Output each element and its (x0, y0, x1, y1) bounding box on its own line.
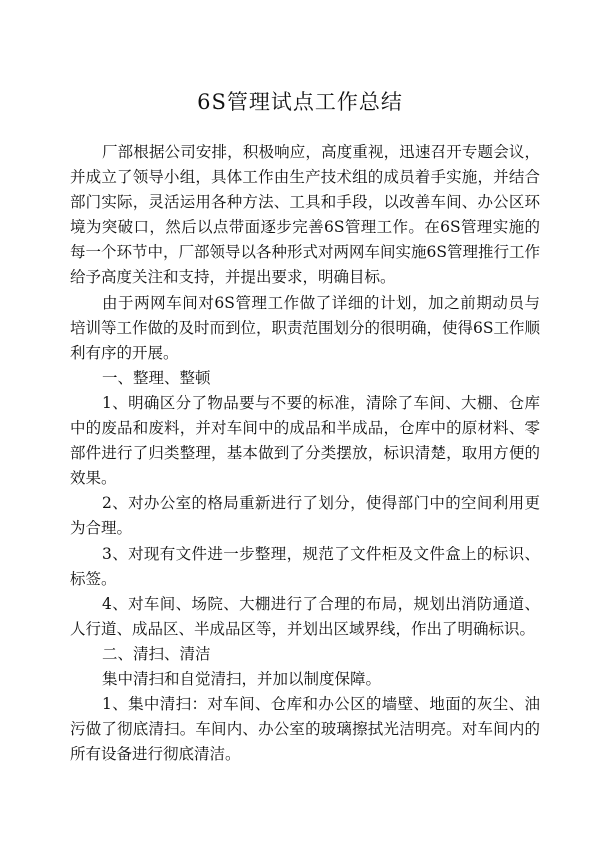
section-heading-clean: 二、清扫、清洁 (102, 644, 211, 663)
list-item-clean-1: 1、集中清扫：对车间、仓库和办公区的墙壁、地面的灰尘、油污做了彻底清扫。车间内、办公室的玻璃擦拭光洁明亮。对车间内的所有设备进行彻底清洁。 (70, 695, 540, 764)
list-item-sort-1: 1、明确区分了物品要与不要的标准，清除了车间、大棚、仓库中的废品和废料，并对车间中的成品和半成品，仓库中的原材料、零部件进行了归类整理，基本做到了分类摆放，标识清楚，取用方便的效果。 (70, 393, 540, 488)
list-item-sort-2: 2、对办公室的格局重新进行了划分，使得部门中的空间利用更为合理。 (70, 494, 540, 538)
document-body (70, 140, 540, 767)
paragraph-clean-intro: 集中清扫和自觉清扫，并加以制度保障。 (102, 669, 382, 688)
paragraph-plan: 由于两网车间对6S管理工作做了详细的计划，加之前期动员与培训等工作做的及时而到位，职责范围划分的很明确，使得6S工作顺利有序的开展。 (70, 293, 540, 362)
list-item-sort-4: 4、对车间、场院、大棚进行了合理的布局，规划出消防通道、人行道、成品区、半成品区等，并划出区域界线，作出了明确标识。 (70, 594, 540, 638)
section-heading-sort: 一、整理、整顿 (102, 368, 211, 387)
paragraph-intro: 厂部根据公司安排，积极响应，高度重视，迅速召开专题会议，并成立了领导小组，具体工作由生产技术组的成员着手实施，并结合部门实际，灵活运用各种方法、工具和手段，以改善车间、办公区环境为突破口，然后以点带面逐步完善6S管理工作。在6S管理实施的每一个环节中，厂部领导以各种形式对两网车间实施6S管理推行工作给予高度关注和支持，并提出要求，明确目标。 (70, 143, 540, 287)
document-title: 6S管理试点工作总结 (197, 90, 403, 114)
list-item-sort-3: 3、对现有文件进一步整理，规范了文件柜及文件盒上的标识、标签。 (70, 544, 540, 588)
